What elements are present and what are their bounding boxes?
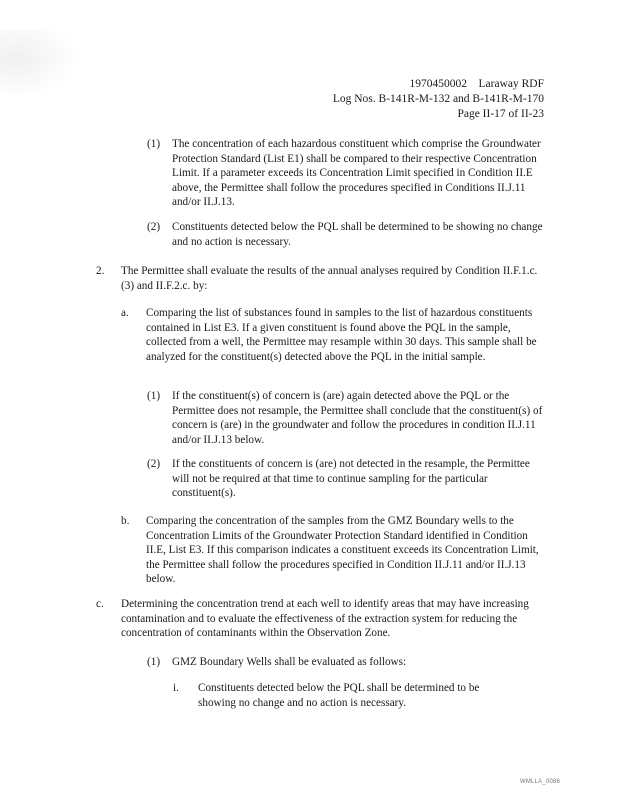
paragraph-text: Comparing the concentration of the samples from the GMZ Boundary wells to the Concentration Limits of the Groundwater Protection Standard identified in Condition II.E, List E3. If this comparison indicates a constituent exceeds its Concentration Limit, the Permittee shall follow the procedures specified in Condition II.J.11 and/or II.J.13 below. <box>146 515 539 586</box>
paragraph-text: If the constituents of concern is (are) not detected in the resample, the Permittee will not be required at that time to continue sampling for the particular constituent(s). <box>172 458 530 500</box>
scan-artifact <box>0 30 80 100</box>
header-log-numbers: Log Nos. B-141R-M-132 and B-141R-M-170 <box>332 93 544 105</box>
item-label: (1) <box>147 656 161 668</box>
item-label: i. <box>173 682 179 694</box>
paragraph-text: The concentration of each hazardous constituent which comprise the Groundwater Protection Standard (List E1) shall be compared to their respective Concentration Limit. If a parameter exceeds its Concentration Limit specified in Condition II.E above, the Permittee shall follow the procedures specified in Conditions II.J.11 and/or II.J.13. <box>172 138 541 209</box>
item-label: a. <box>121 307 129 319</box>
item-label: (1) <box>147 138 161 150</box>
paragraph-text: If the constituent(s) of concern is (are) again detected above the PQL or the Permittee does not resample, the Permittee shall conclude that the constituent(s) of concern is (are) in the groundwater and follow the procedures in condition II.J.11 and/or II.J.13 below. <box>172 390 543 446</box>
paragraph-text: Constituents detected below the PQL shall be determined to be showing no change and no action is necessary. <box>198 682 480 709</box>
item-label: (1) <box>147 390 161 402</box>
paragraph-text: Comparing the list of substances found in samples to the list of hazardous constituents contained in List E3. If a given constituent is found above the PQL in the sample, collected from a well, the Permittee may resample within 30 days. This sample shall be analyzed for the constituent(s) detected above the PQL in the initial sample. <box>146 307 537 363</box>
header-permit-id: 1970450002 Laraway RDF <box>409 78 544 90</box>
paragraph-text: The Permittee shall evaluate the results of the annual analyses required by Condition II.F.1.c.(3) and II.F.2.c. by: <box>121 265 538 292</box>
paragraph-text: Determining the concentration trend at each well to identify areas that may have increasing contamination and to evaluate the effectiveness of the extraction system for reducing the concentration of contaminants within the Observation Zone. <box>121 598 529 640</box>
paragraph-text: GMZ Boundary Wells shall be evaluated as follows: <box>172 656 407 668</box>
item-label: c. <box>96 598 104 610</box>
header-page-number: Page II-17 of II-23 <box>457 108 544 120</box>
item-label: 2. <box>96 265 105 277</box>
page-header <box>333 77 544 122</box>
item-label: (2) <box>147 458 161 470</box>
item-label: (2) <box>147 221 161 233</box>
document-stamp: WMLLA_0086 <box>519 779 560 785</box>
paragraph-text: Constituents detected below the PQL shall be determined to be showing no change and no action is necessary. <box>172 221 543 248</box>
item-label: b. <box>121 515 130 527</box>
